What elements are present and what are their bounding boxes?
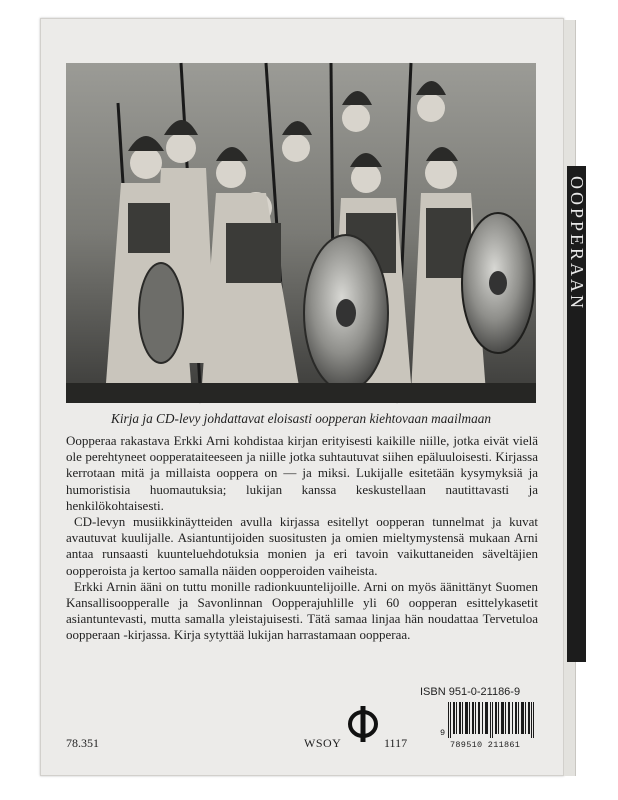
isbn-number: ISBN 951-0-21186-9	[420, 686, 521, 698]
valkyries-photo-icon	[66, 63, 536, 403]
barcode-prefix: 9	[440, 728, 446, 738]
wsoy-phi-logo-icon	[346, 704, 380, 744]
spine-title: OOPPERAAN	[567, 176, 587, 312]
valkyries-photo	[66, 63, 536, 403]
barcode-digits: 789510 211861	[450, 740, 521, 750]
body-text	[66, 433, 538, 644]
caption: Kirja ja CD-levy johdattavat eloisasti oopperan kiehtovaan maailmaan	[110, 411, 492, 426]
paragraph-3: Erkki Arnin ääni on tuttu monille radionkuuntelijoille. Arni on myös äänittänyt Suomen Kansallisoopperalle ja Savonlinnan Oopperajuhlille yli 60 oopperan esittelykasetit asiantuntevasti, mutta samalla yleistajuisesti. Tätä samaa linjaa hän noudattaa Tervetuloa oopperaan -kirjassa. Kirja sytyttää lukijan harrastamaan oopperaa.	[66, 578, 538, 643]
paragraph-2: CD-levyn musiikkinäytteiden avulla kirjassa esitellyt oopperan tunnelmat ja kuvat avautuvat kuulijalle. Asiantuntijoiden suositusten ja omien mieltymystensä mukaan Arni antaa runsaasti kuunteluehdotuksia monien ja eri tavoin vaikuttaneiden säveltäjien oopperoista ja kertoo samalla näiden oopperoiden vaiheista.	[66, 514, 538, 578]
barcode-icon	[448, 702, 534, 738]
paragraph-1: Oopperaa rakastava Erkki Arni kohdistaa kirjan erityisesti kaikille niille, jotka eivät vielä ole perehtyneet oopperataiteeseen ja niille jotka suhtautuvat siihen epäluuloisesti. Kirjassa kerrotaan mitä ja millaista ooppera on — ja miksi. Lukijalle esitetään kysymyksiä ja humoristisia huomautuksia; lukijan kanssa keskustellaan nautittavasti ja henkilökohtaisesti.	[66, 433, 538, 513]
price-code: 78.351	[66, 736, 99, 750]
series-number: 1117	[384, 736, 408, 750]
publisher-name: WSOY	[304, 736, 342, 750]
